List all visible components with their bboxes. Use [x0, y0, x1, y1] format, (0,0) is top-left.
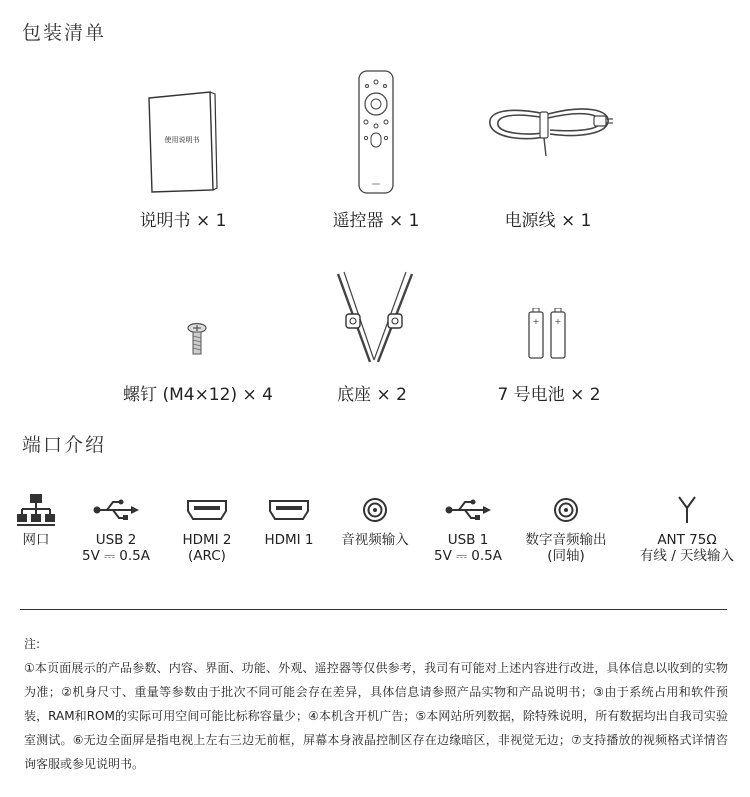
port-antenna-sub: 有线 / 天线输入	[639, 548, 735, 564]
port-antenna-label: ANT 75Ω	[657, 532, 717, 548]
port-network-label: 网口	[22, 532, 50, 548]
screw-label: 螺钉 (M4×12) × 4	[123, 385, 273, 405]
port-usb2-sub: 5V ⎓ 0.5A	[82, 548, 150, 564]
port-coaxial-sub: (同轴)	[547, 548, 585, 564]
port-usb1-sub: 5V ⎓ 0.5A	[434, 548, 502, 564]
port-hdmi2-label: HDMI 2	[182, 532, 232, 548]
port-coaxial-label: 数字音频输出	[525, 532, 607, 548]
power-cord-label: 电源线 × 1	[504, 211, 592, 231]
port-antenna	[627, 488, 747, 564]
port-hdmi1-label: HDMI 1	[264, 532, 314, 548]
power-cord-image	[486, 98, 616, 164]
port-usb1-label: USB 1	[447, 532, 489, 548]
notes	[24, 632, 728, 776]
port-coaxial	[506, 488, 626, 564]
port-hdmi2-sub: (ARC)	[188, 548, 226, 564]
svg-text:+: +	[554, 317, 562, 326]
stand-label: 底座 × 2	[337, 385, 407, 405]
remote-image	[356, 70, 396, 198]
manual-image	[146, 90, 218, 198]
battery-image	[527, 308, 571, 364]
notes-heading: 注:	[24, 637, 41, 651]
manual-label: 说明书 × 1	[139, 211, 227, 231]
stand-image	[330, 270, 420, 370]
coaxial-icon	[506, 488, 626, 532]
divider	[20, 609, 727, 610]
port-av-in-label: 音视频输入	[341, 532, 409, 548]
remote-label: 遥控器 × 1	[332, 211, 420, 231]
antenna-icon	[627, 488, 747, 532]
battery-label: 7 号电池 × 2	[497, 385, 601, 405]
package-list-title: 包装清单	[22, 22, 107, 44]
screw-image	[186, 322, 208, 360]
manual-cover-text: 使用说明书	[164, 136, 200, 144]
notes-body: ①本页面展示的产品参数、内容、界面、功能、外观、遥控器等仅供参考，我司有可能对上述内容进行改进，具体信息以收到的实物为准；②机身尺寸、重量等参数由于批次不同可能会存在差异，具体信息请参照产品实物和产品说明书；③由于系统占用和软件预装，RAM和ROM的实际可用空间可能比标称容量少；④本机含开机广告；⑤本网站所列数据，除特殊说明，所有数据均出自我司实验室测试。⑥无边全面屏是指电视上左右三边无前框，屏幕本身液晶控制区存在边缘暗区，非视觉无边；⑦支持播放的视频格式详情咨询客服或参见说明书。	[24, 661, 728, 771]
ports-title: 端口介绍	[22, 434, 107, 456]
port-usb2-label: USB 2	[95, 532, 137, 548]
svg-text:+: +	[532, 317, 540, 326]
